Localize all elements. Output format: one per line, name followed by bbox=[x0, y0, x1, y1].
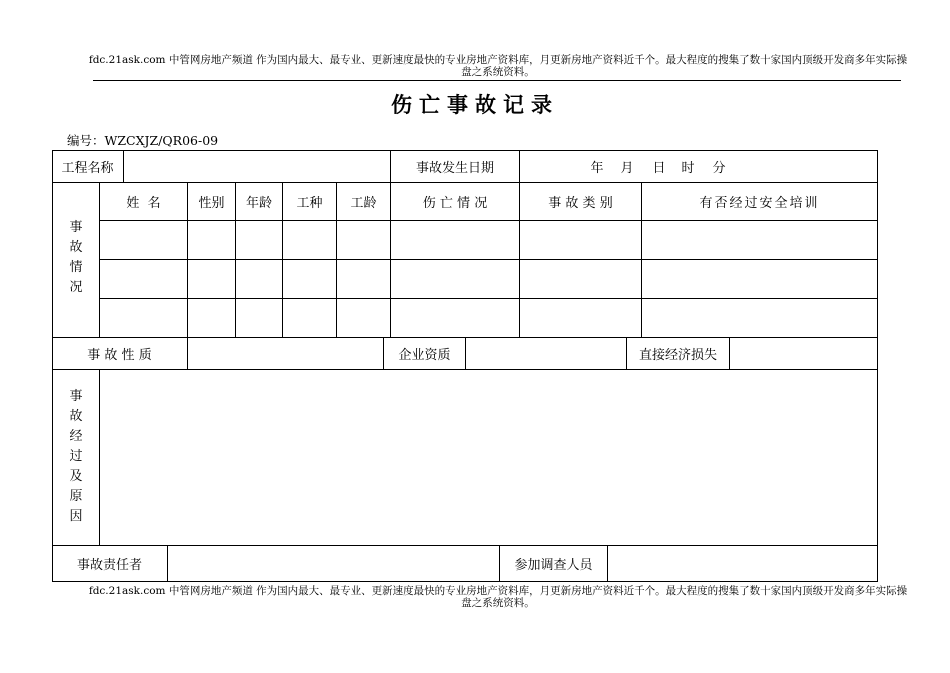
document-title: 伤亡事故记录 bbox=[391, 92, 559, 117]
direct-economic-loss-field[interactable] bbox=[730, 338, 877, 369]
accident-nature-label: 事 故 性 质 bbox=[87, 348, 152, 363]
document-code: 编号：WZCXJZ/QR06-09 bbox=[67, 133, 219, 148]
investigators-field[interactable] bbox=[608, 546, 877, 581]
column-safety-training: 有否经过安全培训 bbox=[699, 196, 820, 211]
header-rule bbox=[93, 80, 901, 81]
accident-process-cause-label: 事 故 经 过 及 原 因 bbox=[69, 389, 83, 524]
rule-header bbox=[99, 220, 878, 221]
investigators-label: 参加调查人员 bbox=[514, 558, 593, 573]
accident-process-cause-field[interactable] bbox=[100, 370, 877, 545]
border-bottom bbox=[52, 581, 878, 582]
vline-date-value bbox=[519, 150, 520, 182]
responsible-person-field[interactable] bbox=[168, 546, 499, 581]
column-name: 姓 名 bbox=[126, 196, 161, 211]
responsible-person-label: 事故责任者 bbox=[76, 558, 142, 573]
project-name-label: 工程名称 bbox=[61, 160, 114, 176]
column-category: 事 故 类 别 bbox=[548, 196, 613, 211]
enterprise-qualification-field[interactable] bbox=[466, 338, 626, 369]
direct-economic-loss-label: 直接经济损失 bbox=[638, 348, 717, 363]
date-unit-day: 日 bbox=[652, 160, 666, 176]
date-unit-minute: 分 bbox=[712, 160, 726, 176]
accident-situation-label: 事 故 情 况 bbox=[69, 220, 83, 295]
accident-date-label: 事故发生日期 bbox=[415, 160, 494, 176]
accident-record-form bbox=[52, 150, 878, 582]
column-gender: 性别 bbox=[198, 196, 225, 211]
column-age: 年龄 bbox=[245, 196, 272, 211]
rule-person-2 bbox=[99, 298, 878, 299]
rule-person-1 bbox=[99, 259, 878, 260]
header-banner: fdc.21ask.com 中管网房地产频道 作为国内最大、最专业、更新速度最快的专业房地产资料库，月更新房地产资料近千个。最大程度的搜集了数十家国内顶级开发商多年实际操盘之系统资料。 bbox=[88, 54, 908, 78]
date-unit-month: 月 bbox=[620, 160, 634, 176]
column-seniority: 工龄 bbox=[350, 196, 377, 211]
date-unit-hour: 时 bbox=[681, 160, 695, 176]
column-casualty: 伤 亡 情 况 bbox=[422, 196, 488, 211]
border-right bbox=[877, 150, 878, 582]
accident-nature-field[interactable] bbox=[188, 338, 383, 369]
enterprise-qualification-label: 企业资质 bbox=[398, 348, 451, 363]
date-unit-year: 年 bbox=[590, 160, 604, 176]
footer-banner: fdc.21ask.com 中管网房地产频道 作为国内最大、最专业、更新速度最快的专业房地产资料库，月更新房地产资料近千个。最大程度的搜集了数十家国内顶级开发商多年实际操盘之系统资料。 bbox=[88, 585, 908, 609]
project-name-field[interactable] bbox=[124, 151, 390, 182]
column-job: 工种 bbox=[296, 196, 323, 211]
